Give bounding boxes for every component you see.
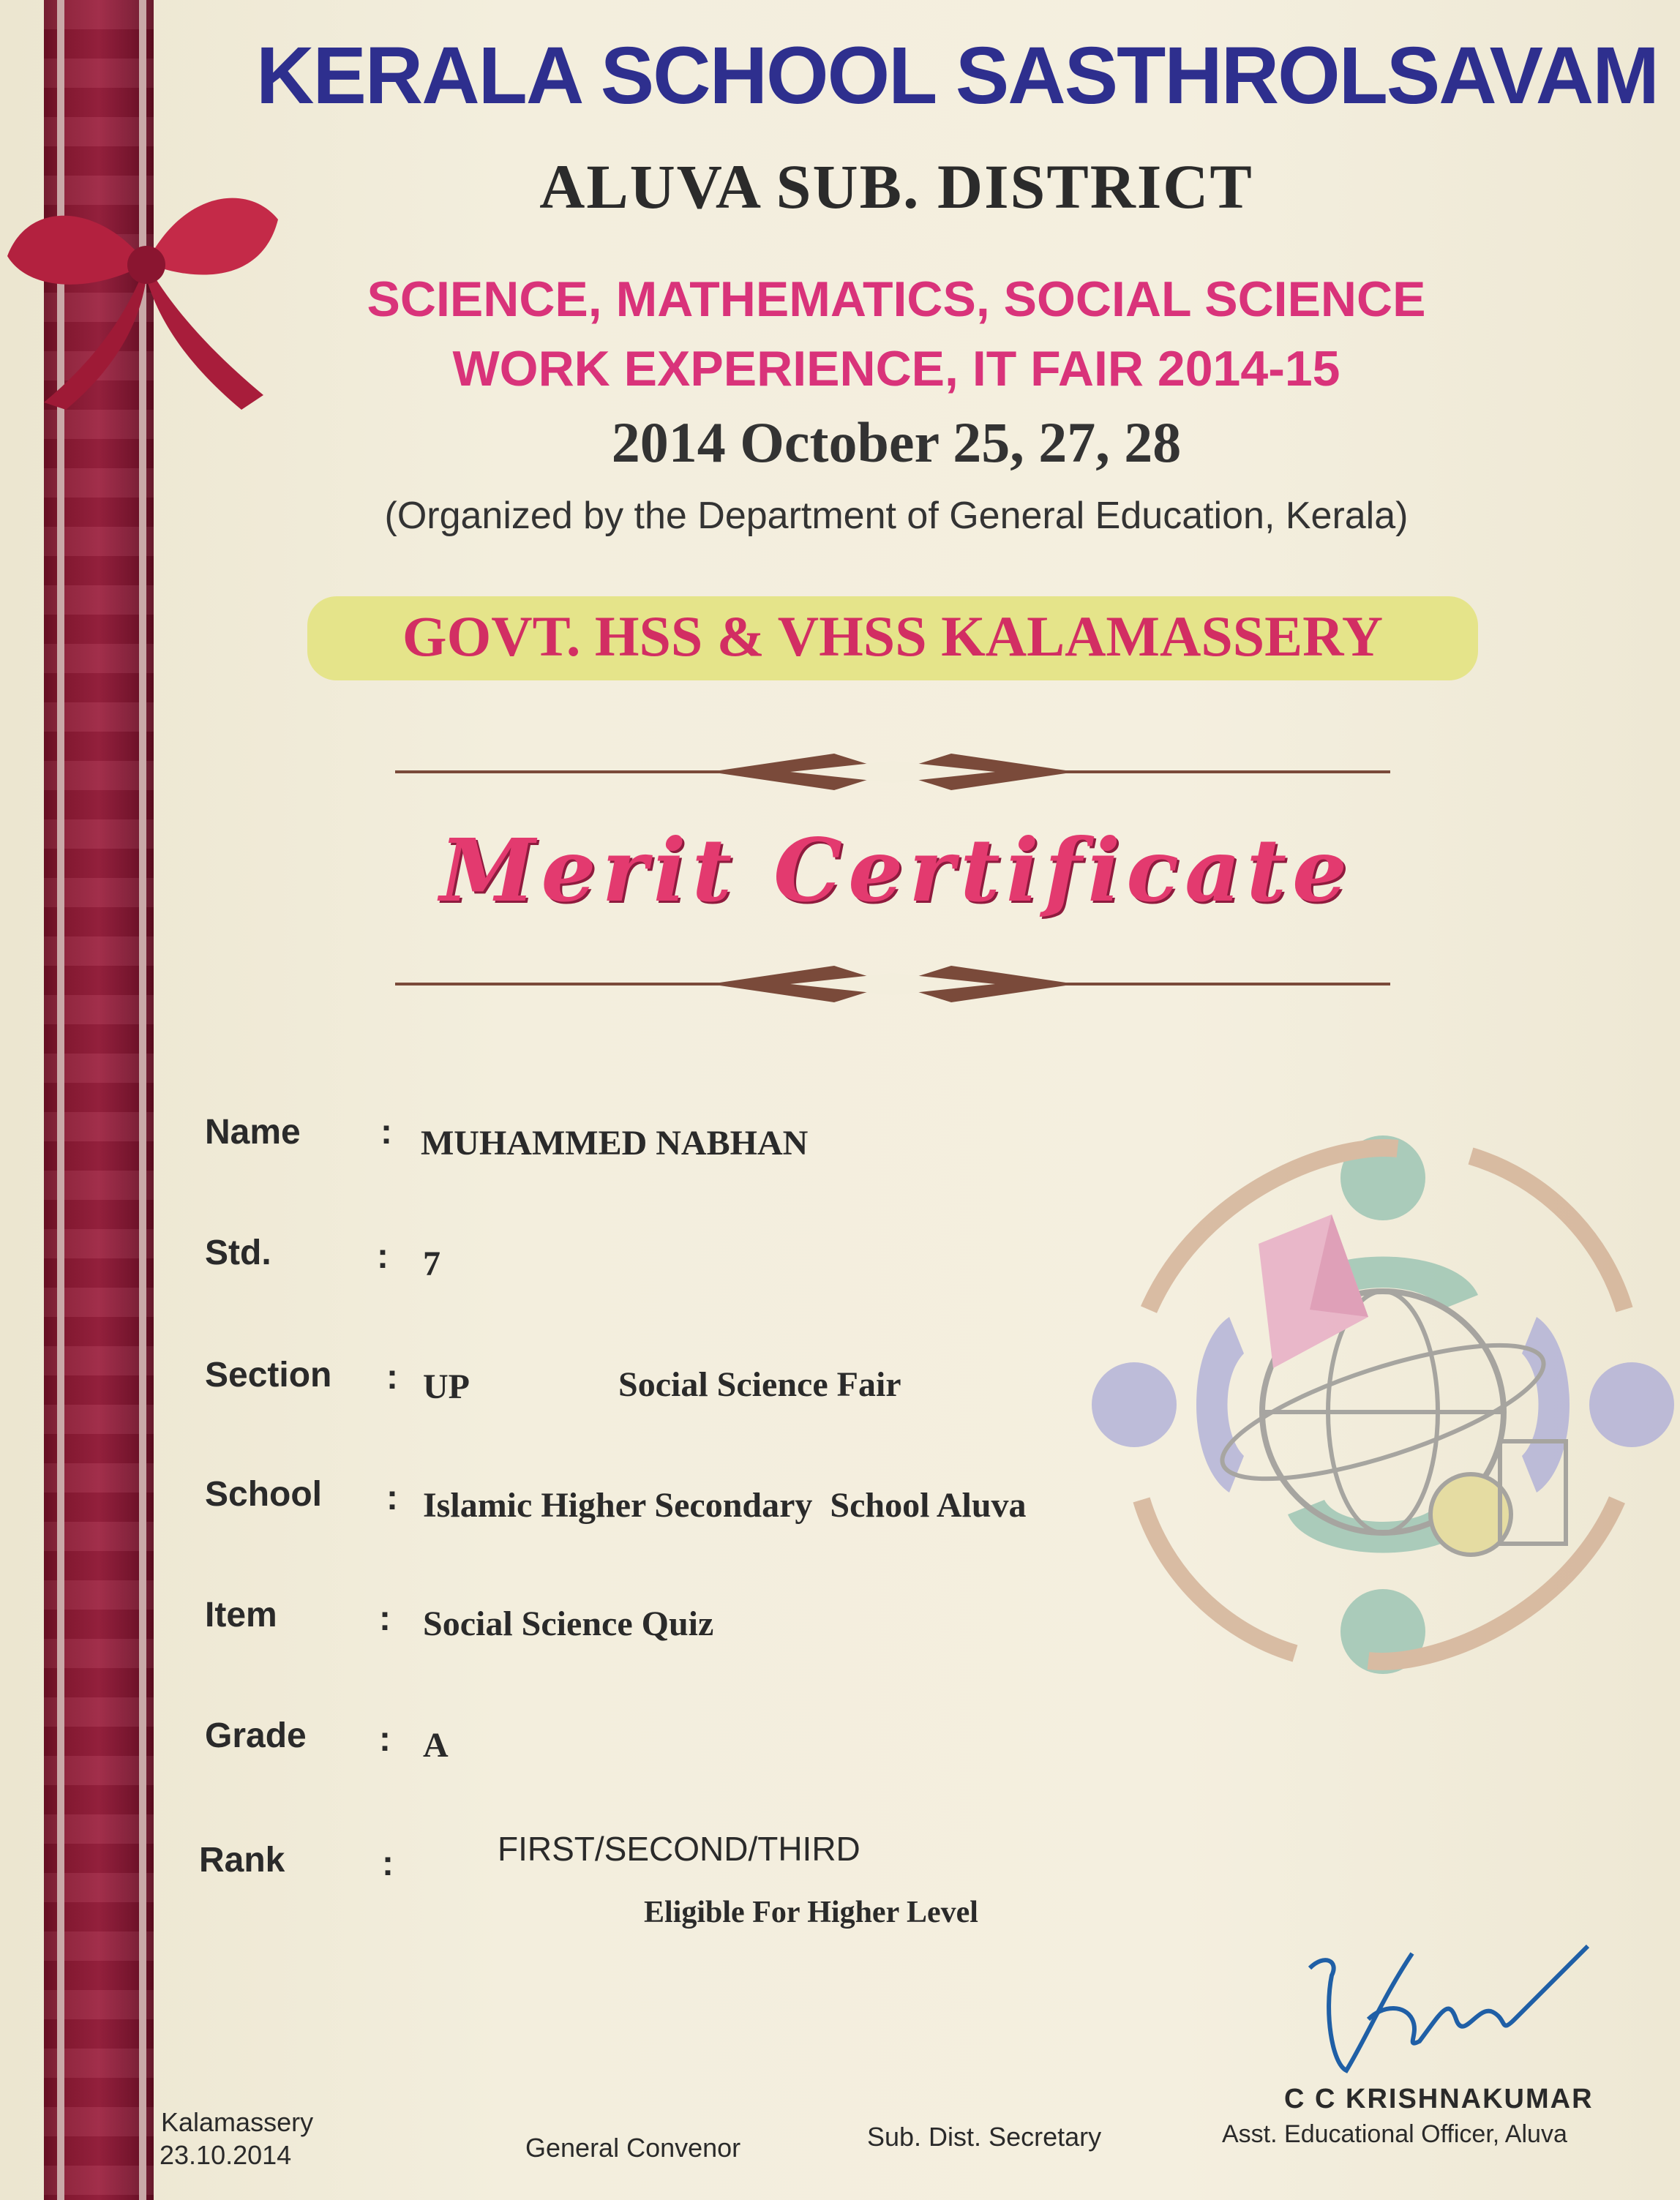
std-colon: : xyxy=(377,1237,389,1276)
ornament-divider-icon xyxy=(380,746,1405,797)
officer-name: C C KRISHNAKUMAR xyxy=(1284,2084,1594,2114)
item-value: Social Science Quiz xyxy=(423,1604,714,1643)
ornament-divider-icon xyxy=(380,958,1405,1010)
ribbon-bow-icon xyxy=(0,176,293,424)
fair-value: Social Science Fair xyxy=(618,1365,901,1404)
section-label: Section xyxy=(205,1356,332,1394)
school-label: School xyxy=(205,1475,323,1514)
footer-place: Kalamassery xyxy=(161,2107,314,2137)
header-title: KERALA SCHOOL SASTHROLSAVAM xyxy=(256,31,1658,121)
header-fair-line1: SCIENCE, MATHEMATICS, SOCIAL SCIENCE xyxy=(367,271,1426,327)
venue-name: GOVT. HSS & VHSS KALAMASSERY xyxy=(402,604,1384,668)
section-colon: : xyxy=(386,1358,398,1397)
std-label: Std. xyxy=(205,1234,271,1272)
eligible-note: Eligible For Higher Level xyxy=(644,1896,978,1929)
certificate-title: Merit Certificate xyxy=(439,819,1354,921)
school-colon: : xyxy=(386,1479,398,1517)
header-dates: 2014 October 25, 27, 28 xyxy=(611,410,1182,474)
grade-colon: : xyxy=(379,1720,391,1759)
officer-signature-icon xyxy=(1302,1924,1595,2085)
rank-value: FIRST/SECOND/THIRD xyxy=(498,1830,860,1868)
name-colon: : xyxy=(380,1113,392,1152)
header-fair-line2: WORK EXPERIENCE, IT FAIR 2014-15 xyxy=(452,341,1340,397)
fair-logo-icon xyxy=(1090,1127,1676,1683)
std-value: 7 xyxy=(423,1244,440,1283)
item-colon: : xyxy=(379,1599,391,1638)
header-subdistrict: ALUVA SUB. DISTRICT xyxy=(539,151,1253,222)
rank-colon: : xyxy=(382,1844,394,1883)
section-value: UP xyxy=(423,1367,470,1406)
name-value: MUHAMMED NABHAN xyxy=(421,1124,809,1163)
rank-label: Rank xyxy=(199,1841,285,1880)
general-convenor: General Convenor xyxy=(525,2133,741,2163)
item-label: Item xyxy=(205,1596,277,1634)
footer-date: 23.10.2014 xyxy=(160,2140,292,2170)
officer-title: Asst. Educational Officer, Aluva xyxy=(1222,2120,1567,2148)
grade-label: Grade xyxy=(205,1716,307,1755)
grade-value: A xyxy=(423,1726,449,1765)
sub-district-secretary: Sub. Dist. Secretary xyxy=(867,2122,1102,2152)
school-value: Islamic Higher Secondary School Aluva xyxy=(423,1486,1027,1525)
header-organizer: (Organized by the Department of General Education, Kerala) xyxy=(384,495,1409,537)
name-label: Name xyxy=(205,1113,301,1152)
